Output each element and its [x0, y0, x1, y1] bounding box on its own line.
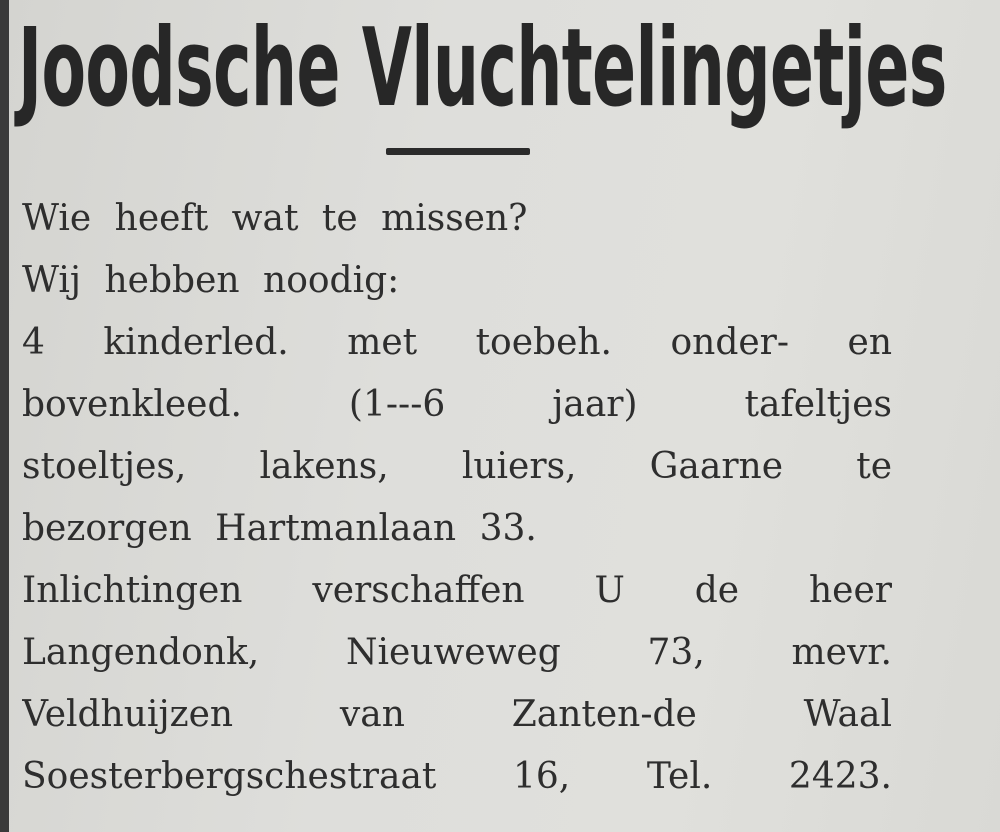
headline-divider — [386, 148, 530, 155]
text-line: Wij hebben noodig: — [22, 260, 400, 301]
column-rule — [0, 0, 9, 832]
article-body — [22, 188, 892, 808]
text-line: bezorgen Hartmanlaan 33. — [22, 508, 537, 549]
text-line: Inlichtingen verschaffen U de heer — [22, 570, 892, 611]
text-line: Soesterbergschestraat 16, Tel. 2423. — [22, 756, 892, 797]
text-line: stoeltjes, lakens, luiers, Gaarne te — [22, 446, 892, 487]
headline: Joodsche Vluchtelingetjes — [18, 6, 947, 131]
text-line: 4 kinderled. met toebeh. onder- en — [22, 322, 892, 363]
text-line: bovenkleed. (1---6 jaar) tafeltjes — [22, 384, 892, 425]
text-line: Langendonk, Nieuweweg 73, mevr. — [22, 632, 892, 673]
text-line: Veldhuijzen van Zanten-de Waal — [22, 694, 892, 735]
text-line: Wie heeft wat te missen? — [22, 198, 528, 239]
